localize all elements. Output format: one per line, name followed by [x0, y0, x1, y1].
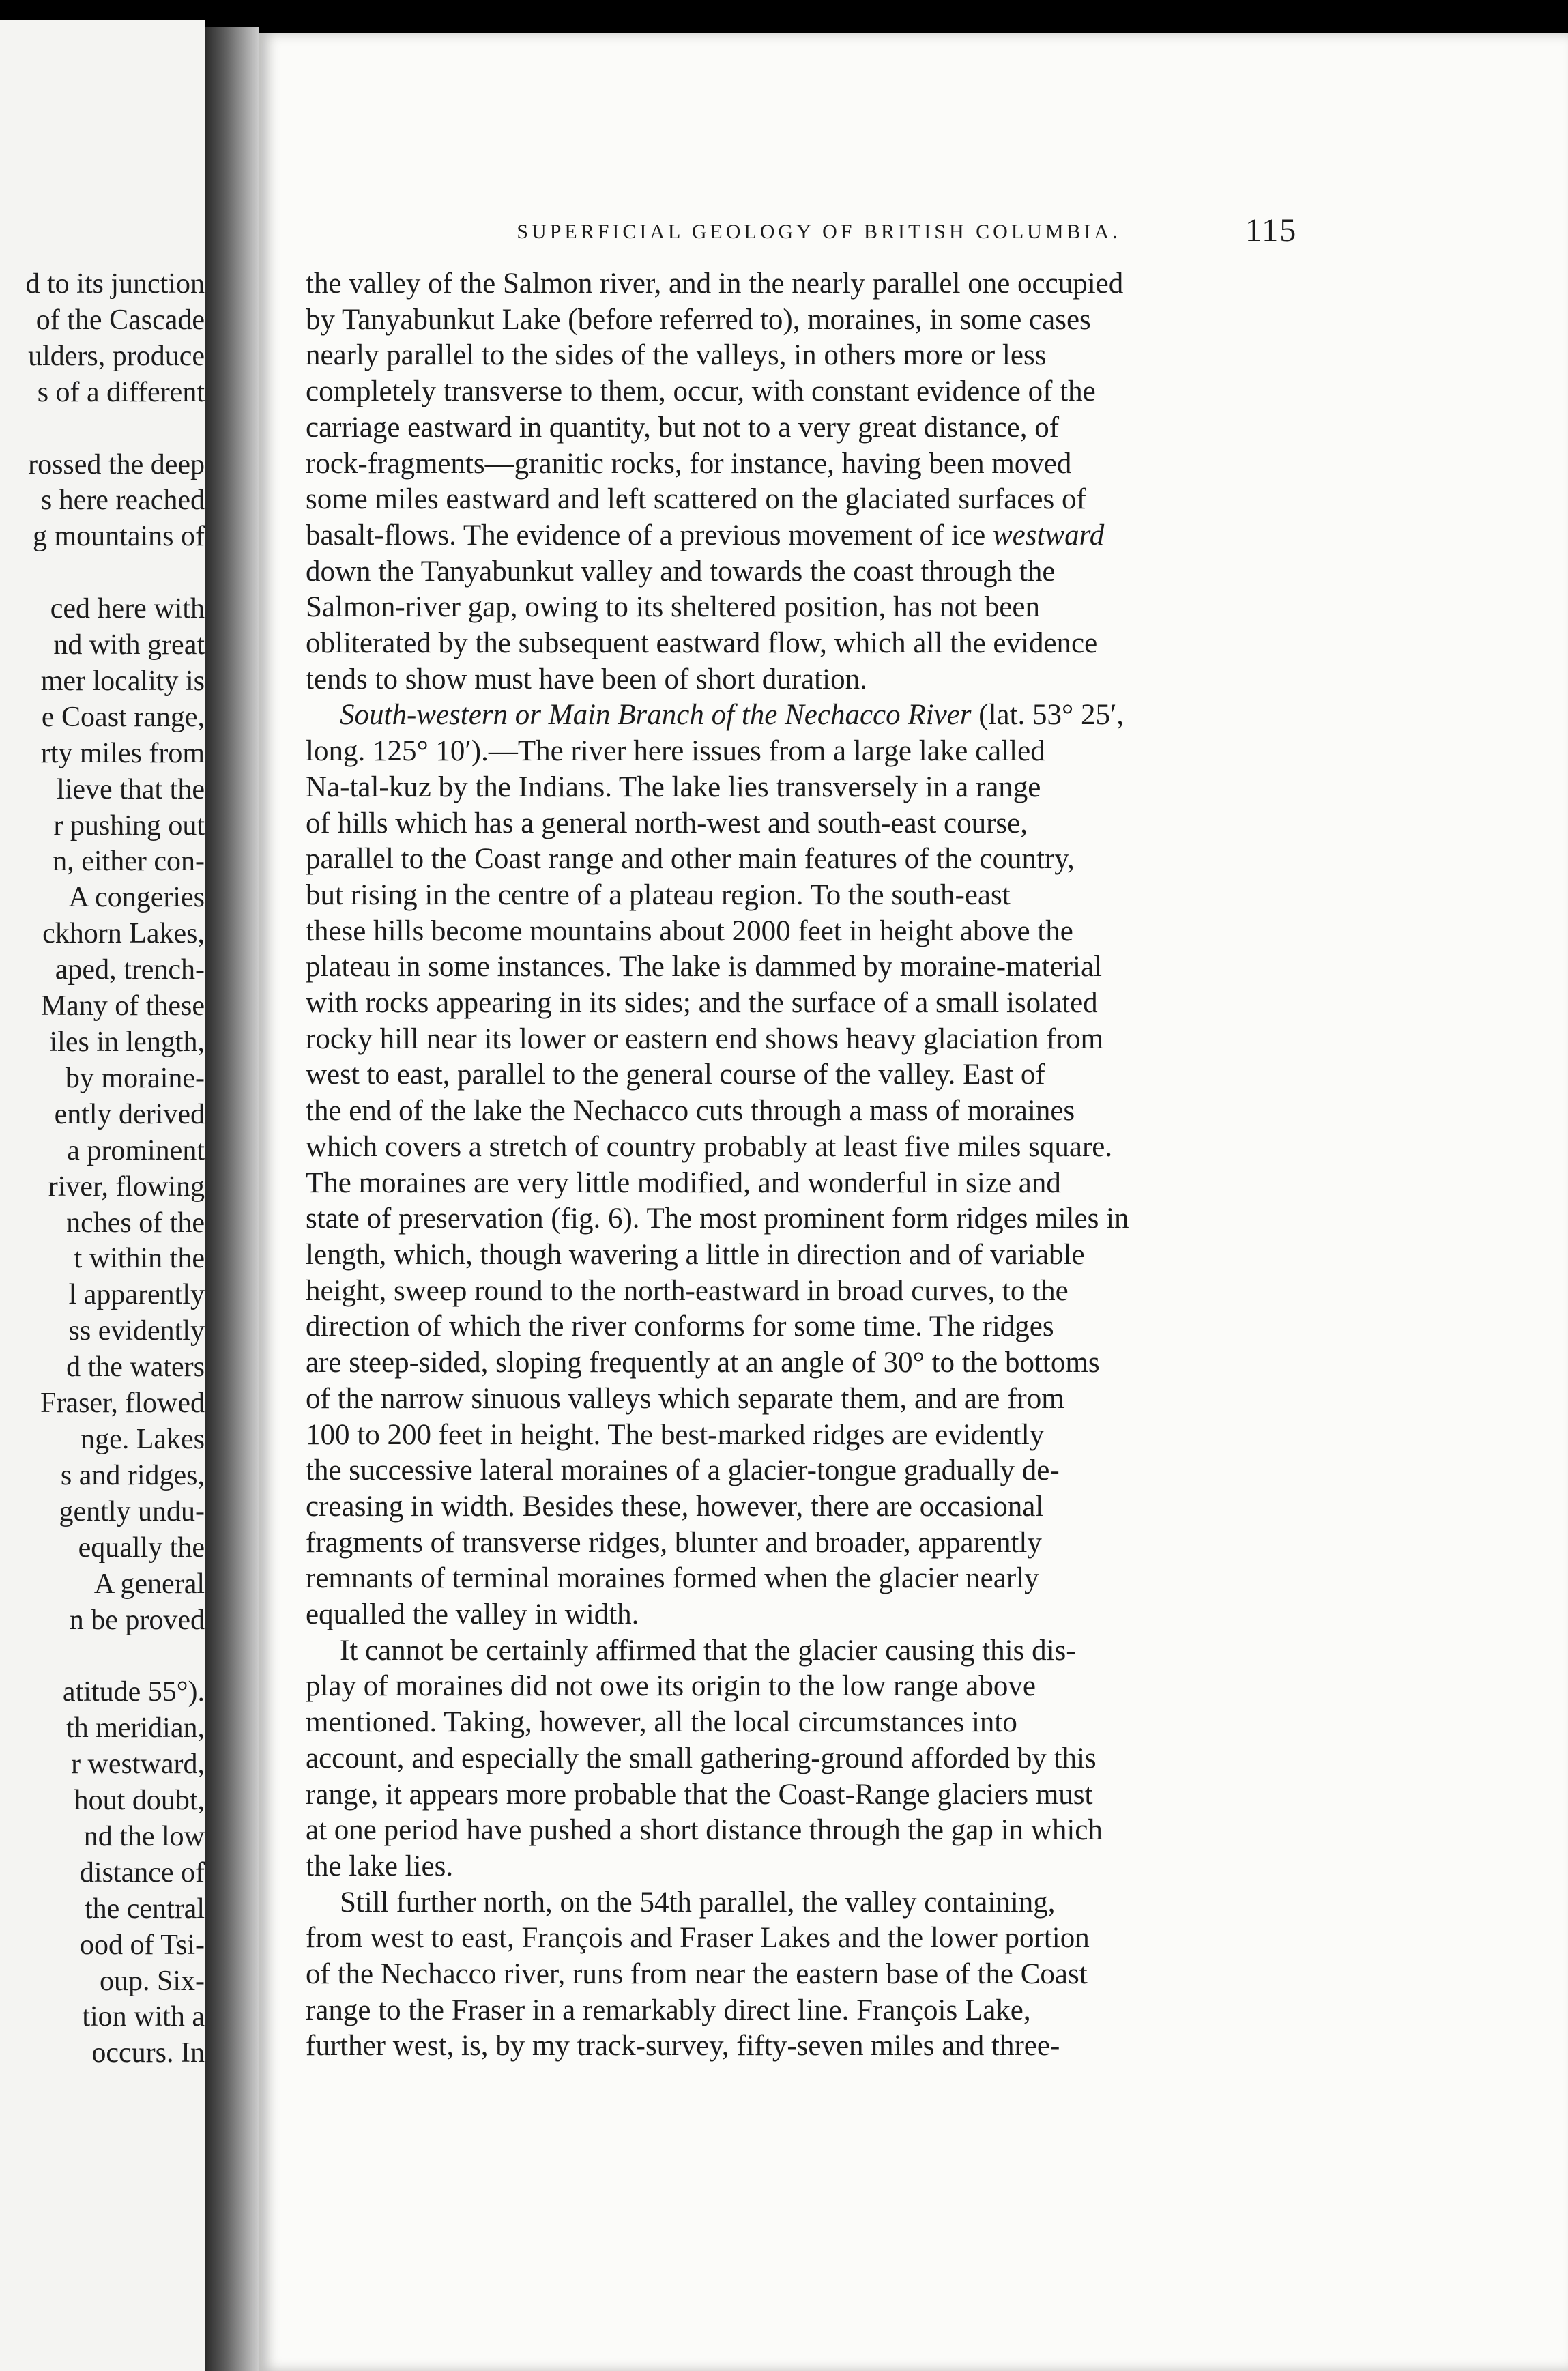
- line-text: plateau in some instances. The lake is dammed by moraine-material: [306, 951, 1102, 983]
- left-page-line: hout doubt,: [74, 1785, 205, 1817]
- left-page-line: river, flowing: [48, 1170, 205, 1203]
- left-page-line: n, either con-: [53, 846, 205, 878]
- text-line: [306, 518, 1298, 554]
- text-line: [306, 374, 1298, 410]
- text-line: [306, 1453, 1298, 1489]
- left-page-line: a prominent: [67, 1134, 205, 1166]
- text-line: [306, 1849, 1298, 1885]
- line-text: the end of the lake the Nechacco cuts through a mass of moraines: [306, 1095, 1075, 1127]
- line-text: of the Nechacco river, runs from near the eastern base of the Coast: [306, 1958, 1088, 1991]
- text-line: [306, 1921, 1298, 1957]
- line-text: range to the Fraser in a remarkably direct line. François Lake,: [306, 1994, 1031, 2026]
- line-text: the lake lies.: [306, 1850, 454, 1882]
- text-line: [306, 1489, 1298, 1525]
- left-page-line: ood of Tsi-: [80, 1929, 205, 1961]
- left-page-line: l apparently: [68, 1279, 205, 1311]
- line-text: nearly parallel to the sides of the valleys, in others more or less: [306, 339, 1047, 372]
- left-page-text: [0, 266, 205, 2071]
- left-page-line: gently undu-: [59, 1495, 205, 1527]
- left-page-line: n be proved: [69, 1604, 205, 1636]
- line-text: 100 to 200 feet in height. The best-marked ridges are evidently: [306, 1418, 1045, 1451]
- left-page-line: oup. Six-: [99, 1965, 205, 1997]
- line-text: the valley of the Salmon river, and in the nearly parallel one occupied: [306, 268, 1124, 300]
- left-page-line: r westward,: [71, 1749, 205, 1781]
- line-text: fragments of transverse ridges, blunter and broader, apparently: [306, 1526, 1042, 1559]
- text-line: [306, 1237, 1298, 1274]
- text-line: [306, 1561, 1298, 1597]
- line-text: tends to show must have been of short duration.: [306, 663, 867, 695]
- left-page-line: A general: [93, 1568, 205, 1600]
- text-line: [306, 1345, 1298, 1381]
- text-line: [306, 986, 1298, 1022]
- left-page-line: nd the low: [83, 1820, 205, 1852]
- left-page-line: mer locality is: [40, 665, 205, 697]
- book-gutter-edge: [205, 27, 259, 2371]
- left-page-line: ced here with: [50, 593, 205, 625]
- text-line: [306, 949, 1298, 986]
- text-line: [306, 1274, 1298, 1310]
- italic-word: westward: [992, 519, 1105, 551]
- line-text: state of preservation (fig. 6). The most prominent form ridges miles in: [306, 1203, 1129, 1235]
- text-line: [306, 446, 1298, 483]
- left-page-line: Fraser, flowed: [40, 1388, 205, 1420]
- line-text: remnants of terminal moraines formed when the glacier nearly: [306, 1562, 1039, 1595]
- line-text: further west, is, by my track-survey, fifty-seven miles and three-: [306, 2030, 1060, 2063]
- text-line: [306, 1741, 1298, 1777]
- line-text: completely transverse to them, occur, with constant evidence of the: [306, 375, 1096, 408]
- left-page-line: d the waters: [66, 1351, 205, 1383]
- line-text: account, and especially the small gathering-ground afforded by this: [306, 1742, 1097, 1774]
- line-text: Still further north, on the 54th parallel, the valley containing,: [340, 1886, 1056, 1919]
- left-page-line: [0, 411, 205, 447]
- text-line: [306, 1525, 1298, 1562]
- left-page-line: g mountains of: [33, 521, 205, 553]
- text-line: [306, 1633, 1298, 1669]
- text-line: [306, 1597, 1298, 1633]
- text-line: [306, 338, 1298, 374]
- line-text: which covers a stretch of country probably at least five miles square.: [306, 1130, 1113, 1163]
- body-text: [306, 266, 1298, 2065]
- line-text: creasing in width. Besides these, however, there are occasional: [306, 1490, 1044, 1523]
- line-text: at one period have pushed a short distance through the gap in which: [306, 1814, 1103, 1847]
- line-text: rock-fragments—granitic rocks, for instance, having been moved: [306, 447, 1072, 480]
- left-page-line: ckhorn Lakes,: [42, 918, 205, 950]
- line-text: It cannot be certainly affirmed that the glacier causing this dis-: [340, 1634, 1076, 1667]
- line-text: basalt-flows. The evidence of a previous movement of ice: [306, 519, 993, 551]
- left-page-line: s of a different: [37, 376, 205, 408]
- line-text: the successive lateral moraines of a glacier-tongue gradually de-: [306, 1454, 1060, 1487]
- left-page-line: s and ridges,: [60, 1459, 205, 1491]
- text-line: [306, 1201, 1298, 1237]
- left-page-line: A congeries: [68, 882, 205, 914]
- text-line: [306, 266, 1298, 302]
- left-page-line: [0, 1638, 205, 1674]
- line-text: height, sweep round to the north-eastward in broad curves, to the: [306, 1274, 1069, 1307]
- left-page-line: atitude 55°).: [62, 1676, 205, 1708]
- text-line: [306, 1418, 1298, 1454]
- text-line: [306, 1777, 1298, 1813]
- line-text: obliterated by the subsequent eastward flow, which all the evidence: [306, 627, 1098, 660]
- line-text: play of moraines did not owe its origin to the low range above: [306, 1670, 1036, 1703]
- left-page-line: d to its junction: [25, 268, 205, 300]
- line-text: but rising in the centre of a plateau region. To the south-east: [306, 878, 1011, 911]
- left-page-line: occurs. In: [91, 2037, 205, 2069]
- text-line: [306, 1813, 1298, 1849]
- left-page-line: by moraine-: [65, 1062, 205, 1094]
- text-line: [306, 1166, 1298, 1202]
- line-text: with rocks appearing in its sides; and the surface of a small isolated: [306, 987, 1098, 1020]
- text-line: [306, 1022, 1298, 1058]
- text-line: [306, 1885, 1298, 1921]
- left-page-line: nches of the: [66, 1207, 205, 1239]
- left-page-line: iles in length,: [49, 1026, 205, 1058]
- text-line: [306, 410, 1298, 446]
- text-line: [306, 806, 1298, 842]
- left-page-line: of the Cascade: [35, 304, 205, 336]
- text-line: [306, 770, 1298, 806]
- line-text: by Tanyabunkut Lake (before referred to), moraines, in some cases: [306, 303, 1091, 336]
- left-page-line: [0, 555, 205, 591]
- text-line: [306, 878, 1298, 914]
- line-text: of the narrow sinuous valleys which separate them, and are from: [306, 1382, 1064, 1415]
- line-text: mentioned. Taking, however, all the local circumstances into: [306, 1706, 1017, 1739]
- text-line: [306, 1957, 1298, 1993]
- text-line: [306, 482, 1298, 518]
- line-text: Salmon-river gap, owing to its sheltered position, has not been: [306, 591, 1041, 624]
- italic-heading: South-western or Main Branch of the Nechacco River: [340, 699, 972, 732]
- line-text: direction of which the river conforms for some time. The ridges: [306, 1310, 1054, 1343]
- text-line: [306, 1130, 1298, 1166]
- left-page-line: rossed the deep: [28, 448, 205, 480]
- text-line: [306, 1669, 1298, 1705]
- left-page-line: ss evidently: [68, 1315, 205, 1347]
- line-text: range, it appears more probable that the Coast-Range glaciers must: [306, 1778, 1093, 1811]
- text-line: [306, 554, 1298, 590]
- text-line: [306, 1705, 1298, 1741]
- line-text: are steep-sided, sloping frequently at an angle of 30° to the bottoms: [306, 1347, 1100, 1379]
- text-line: [306, 914, 1298, 950]
- left-page-line: Many of these: [40, 990, 205, 1022]
- left-page-line: rty miles from: [40, 737, 205, 769]
- page-number: 115: [1245, 212, 1298, 248]
- left-page-line: nd with great: [53, 629, 205, 661]
- text-line: [306, 1057, 1298, 1093]
- running-head: SUPERFICIAL GEOLOGY OF BRITISH COLUMBIA.: [517, 220, 1121, 243]
- text-line: [306, 842, 1298, 878]
- left-page-line: s here reached: [40, 485, 205, 517]
- left-page-line: e Coast range,: [41, 701, 205, 733]
- left-page-line: tion with a: [82, 2001, 205, 2033]
- left-page-line: the central: [84, 1893, 205, 1925]
- line-text: parallel to the Coast range and other main features of the country,: [306, 843, 1075, 876]
- left-page-line: nge. Lakes: [81, 1423, 205, 1455]
- text-line: [306, 626, 1298, 662]
- line-text: equalled the valley in width.: [306, 1598, 639, 1631]
- line-text: of hills which has a general north-west and south-east course,: [306, 807, 1028, 839]
- line-text: these hills become mountains about 2000 feet in height above the: [306, 915, 1073, 947]
- left-page-line: t within the: [74, 1243, 205, 1275]
- text-line: [306, 1093, 1298, 1130]
- left-page-line: r pushing out: [53, 809, 205, 842]
- left-page-line: equally the: [78, 1532, 205, 1564]
- text-line: [306, 698, 1298, 734]
- text-line: [306, 662, 1298, 698]
- line-text: carriage eastward in quantity, but not to a very great distance, of: [306, 411, 1060, 444]
- text-line: [306, 590, 1298, 626]
- line-text: from west to east, François and Fraser Lakes and the lower portion: [306, 1922, 1090, 1955]
- left-page-line: ently derived: [54, 1098, 205, 1130]
- left-page-line: ulders, produce: [28, 340, 205, 372]
- left-page-line: lieve that the: [57, 773, 205, 805]
- left-page-line: th meridian,: [66, 1712, 205, 1744]
- left-page-fragment: [0, 20, 205, 2371]
- text-line: [306, 302, 1298, 339]
- line-text: west to east, parallel to the general course of the valley. East of: [306, 1059, 1045, 1091]
- text-line: [306, 1309, 1298, 1345]
- line-text: The moraines are very little modified, and wonderful in size and: [306, 1166, 1061, 1199]
- left-page-line: distance of: [79, 1856, 205, 1888]
- text-line: [306, 2028, 1298, 2065]
- text-line: [306, 1381, 1298, 1418]
- line-text: down the Tanyabunkut valley and towards the coast through the: [306, 555, 1056, 588]
- text-line: [306, 1993, 1298, 2029]
- line-text: length, which, though wavering a little in direction and of variable: [306, 1238, 1085, 1271]
- text-line: [306, 734, 1298, 770]
- line-text: some miles eastward and left scattered on the glaciated surfaces of: [306, 483, 1086, 516]
- line-text: long. 125° 10′).—The river here issues from a large lake called: [306, 735, 1045, 768]
- line-text: Na-tal-kuz by the Indians. The lake lies transversely in a range: [306, 771, 1041, 803]
- line-text: rocky hill near its lower or eastern end shows heavy glaciation from: [306, 1022, 1103, 1055]
- line-text: (lat. 53° 25′,: [971, 699, 1124, 732]
- left-page-line: aped, trench-: [55, 954, 205, 986]
